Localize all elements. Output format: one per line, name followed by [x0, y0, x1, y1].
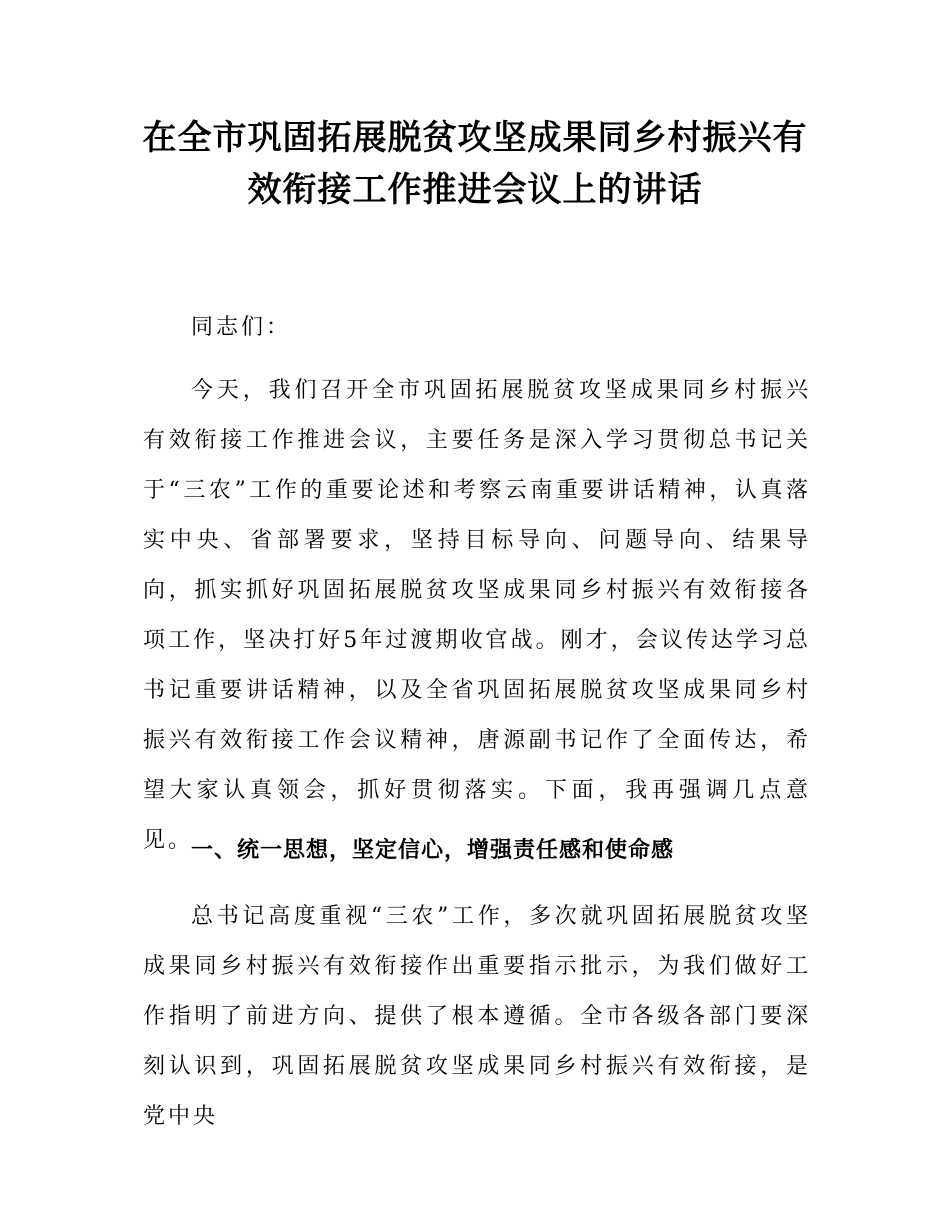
paragraph-section-1: 总书记高度重视“三农”工作，多次就巩固拓展脱贫攻坚成果同乡村振兴有效衔接作出重要指示批示，为我们做好工作指明了前进方向、提供了根本遵循。全市各级各部门要深刻认识到，巩固拓展脱贫攻坚成果同乡村振兴有效衔接，是党中央 — [143, 904, 811, 1129]
paragraph-intro: 今天，我们召开全市巩固拓展脱贫攻坚成果同乡村振兴有效衔接工作推进会议，主要任务是深入学习贯彻总书记关于“三农”工作的重要论述和考察云南重要讲话精神，认真落实中央、省部署要求，坚持目标导向、问题导向、结果导向，抓实抓好巩固拓展脱贫攻坚成果同乡村振兴有效衔接各项工作，坚决打好5年过渡期收官战。刚才，会议传达学习总书记重要讲话精神，以及全省巩固拓展脱贫攻坚成果同乡村振兴有效衔接工作会议精神，唐源副书记作了全面传达，希望大家认真领会，抓好贯彻落实。下面，我再强调几点意见。 — [143, 378, 811, 853]
title-line-1: 在全市巩固拓展脱贫攻坚成果同乡村振兴有 — [142, 118, 808, 158]
greeting: 同志们： — [191, 315, 292, 340]
document-title — [140, 112, 810, 216]
title-line-2: 效衔接工作推进会议上的讲话 — [247, 170, 703, 210]
section-heading-1: 一、统一思想，坚定信心，增强责任感和使命感 — [191, 838, 675, 863]
